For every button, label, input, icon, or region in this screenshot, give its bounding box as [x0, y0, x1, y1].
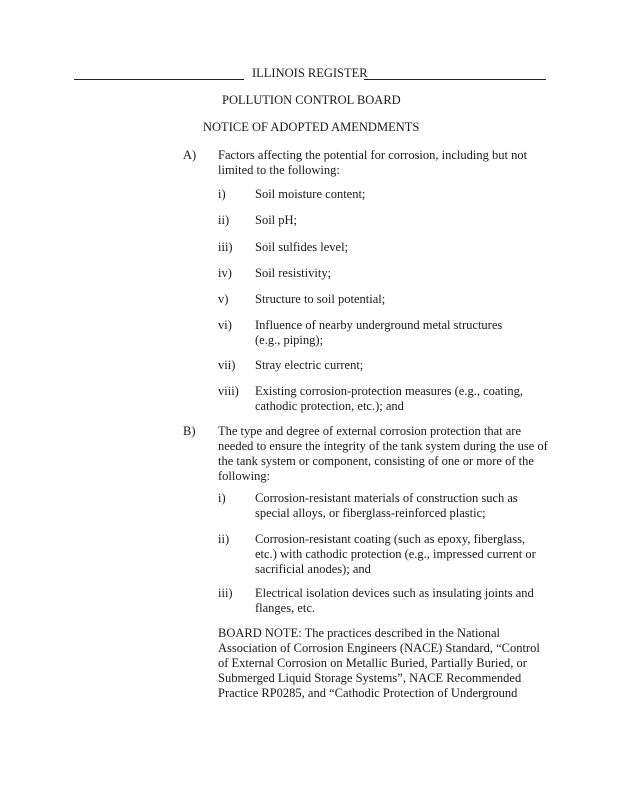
section-b-text: The type and degree of external corrosion protection that are needed to ensure the integrity of the tank system during the use of the tank system or component, consisting of one or more of the following: [218, 424, 548, 483]
item-b-iii-text: Electrical isolation devices such as insulating joints and flanges, etc. [255, 586, 534, 615]
section-b-label: B) [183, 424, 196, 438]
item-b-ii-text: Corrosion-resistant coating (such as epoxy, fiberglass, etc.) with cathodic protection (e.g., impressed current or sacrificial anodes); and [255, 532, 536, 576]
item-a-v-label: v) [218, 292, 229, 306]
item-a-viii-label: viii) [218, 384, 239, 398]
item-a-vii-label: vii) [218, 358, 236, 372]
section-a-text: Factors affecting the potential for corrosion, including but not limited to the following: [218, 148, 528, 177]
item-a-i-text: Soil moisture content; [255, 187, 366, 201]
item-a-i-label: i) [218, 187, 226, 201]
item-a-iii-label: iii) [218, 240, 233, 254]
item-b-i-label: i) [218, 491, 226, 505]
item-a-iii-text: Soil sulfides level; [255, 240, 349, 254]
board-title: POLLUTION CONTROL BOARD [222, 93, 401, 107]
item-a-iv-label: iv) [218, 266, 232, 280]
item-a-v-text: Structure to soil potential; [255, 292, 386, 306]
section-a-label: A) [183, 148, 197, 162]
item-a-ii-text: Soil pH; [255, 213, 298, 227]
board-note: BOARD NOTE: The practices described in the National Association of Corrosion Engineers (NACE) Standard, “Control of External Corrosion on Metallic Buried, Partially Buried, or Submerged Liquid Storage Systems”, NACE Recommended Practice RP0285, and “Cathodic Protection of Underground [218, 626, 540, 700]
item-b-iii-label: iii) [218, 586, 233, 600]
item-a-vii-text: Stray electric current; [255, 358, 364, 372]
item-b-i-text: Corrosion-resistant materials of construction such as special alloys, or fiberglass-reinforced plastic; [255, 491, 518, 520]
header-rule-left [74, 79, 244, 80]
notice-title: NOTICE OF ADOPTED AMENDMENTS [203, 120, 420, 134]
item-a-iv-text: Soil resistivity; [255, 266, 332, 280]
header-rule-right [364, 79, 546, 80]
item-a-ii-label: ii) [218, 213, 230, 227]
item-a-vi-text: Influence of nearby underground metal structures (e.g., piping); [255, 318, 503, 347]
item-b-ii-label: ii) [218, 532, 230, 546]
item-a-viii-text: Existing corrosion-protection measures (e.g., coating, cathodic protection, etc.); and [255, 384, 523, 413]
item-a-vi-label: vi) [218, 318, 232, 332]
register-title: ILLINOIS REGISTER [252, 66, 368, 80]
